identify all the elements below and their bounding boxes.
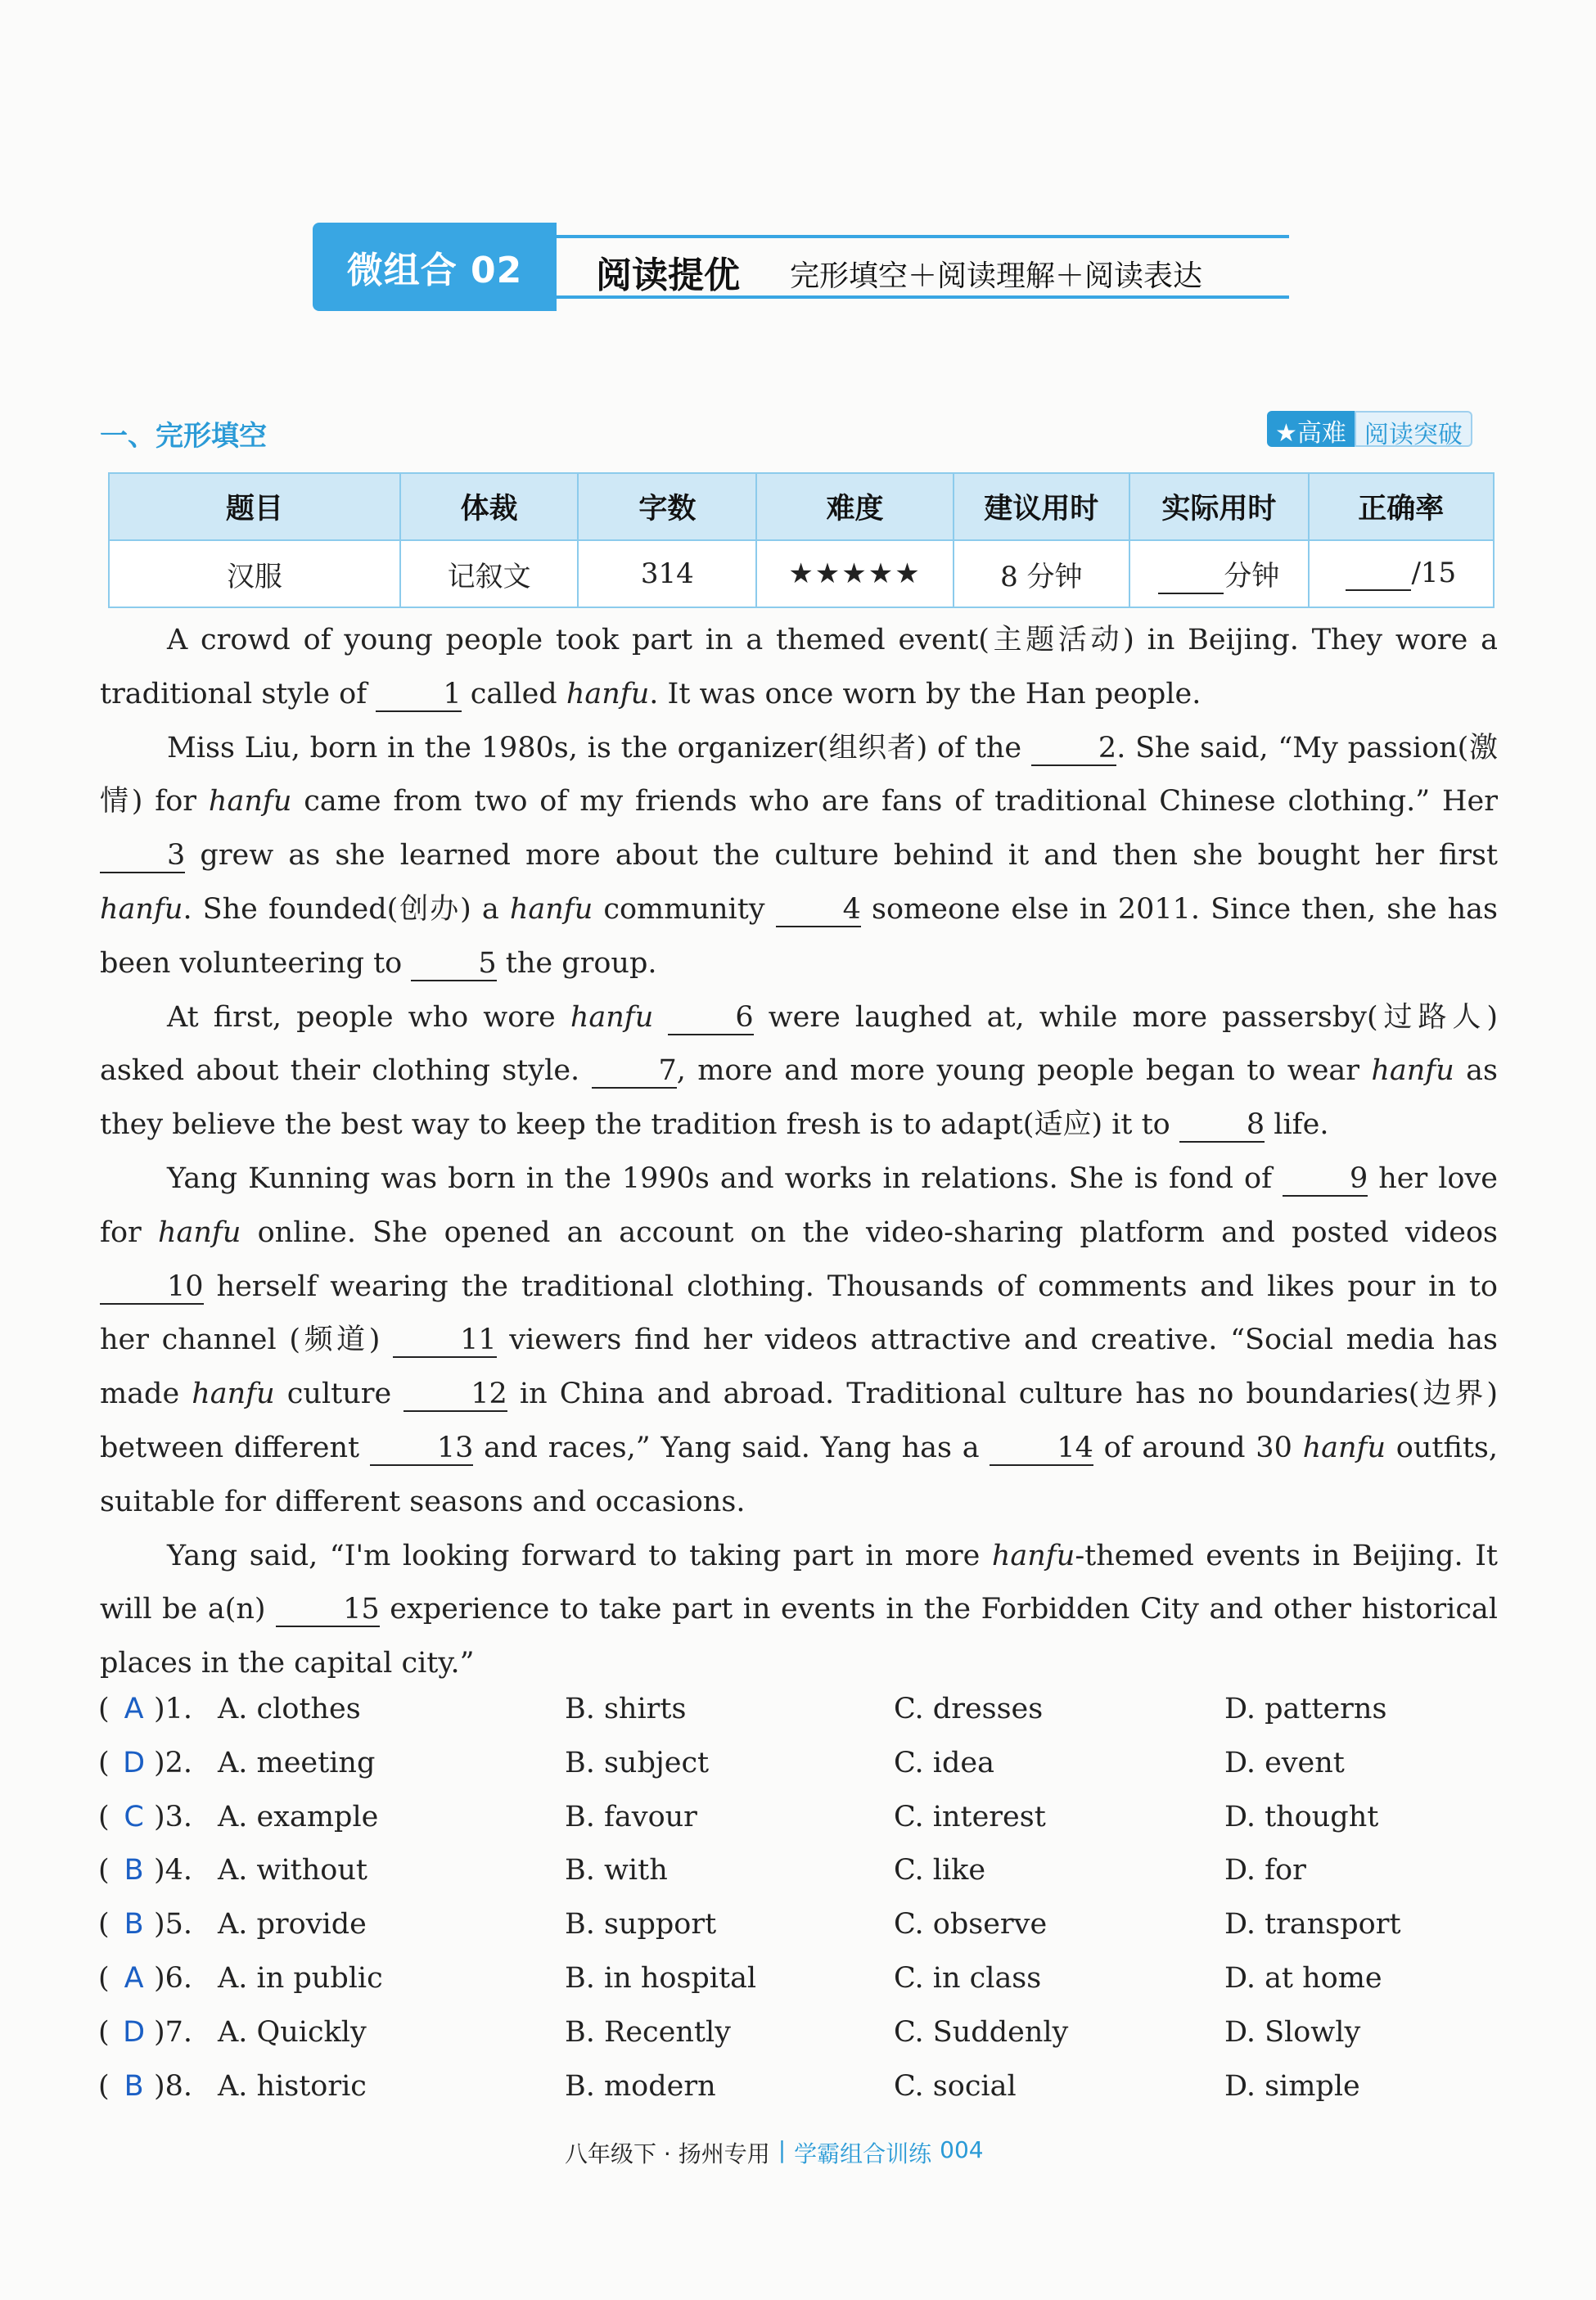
header-title: 阅读提优 [596, 255, 740, 296]
genre-cell: 记叙文 [400, 540, 578, 607]
option-d[interactable]: D. at home [1224, 1962, 1382, 1995]
blank-14[interactable]: 14 [990, 1432, 1093, 1466]
blank-4[interactable]: 4 [776, 893, 861, 927]
question-number: )4. [154, 1854, 193, 1887]
blank-7[interactable]: 7 [592, 1054, 677, 1089]
answer-letter: D [123, 1746, 146, 1779]
option-a[interactable]: A. without [218, 1854, 367, 1887]
blank-9[interactable]: 9 [1283, 1162, 1368, 1197]
answer-bracket[interactable]: ( C [98, 1801, 159, 1833]
paragraph-5: Yang said, “I'm looking forward to taking part in more hanfu-themed events in Beijing. It will be a(n) 15 experience to take part in events in the Forbidden City and other historical places in the capital city.” [100, 1539, 1498, 1680]
option-d[interactable]: D. Slowly [1224, 2015, 1361, 2049]
answer-letter: D [123, 2015, 146, 2049]
option-d[interactable]: D. for [1224, 1854, 1306, 1887]
blank-1[interactable]: 1 [376, 678, 461, 712]
question-number: )6. [154, 1962, 193, 1995]
paragraph-1: A crowd of young people took part in a themed event(主题活动) in Beijing. They wore a traditional style of 1 called hanfu. It was once worn by the Han people. [100, 624, 1498, 710]
answer-bracket[interactable]: ( D [98, 2016, 159, 2049]
difficulty-stars: ★★★★★ [756, 540, 953, 607]
blank-10[interactable]: 10 [100, 1270, 204, 1305]
section-badge: 微组合 02 [313, 223, 557, 311]
question-row [98, 1962, 1506, 2011]
actual-time-cell[interactable] [1129, 540, 1309, 607]
header-rule-top [557, 235, 1289, 238]
option-c[interactable]: C. observe [894, 1908, 1048, 1941]
table-header-row [109, 473, 1494, 540]
blank-5[interactable]: 5 [411, 947, 496, 981]
answer-letter: B [124, 1908, 144, 1941]
answer-bracket[interactable]: ( B [98, 2070, 159, 2103]
table-header-cell: 正确率 [1309, 473, 1494, 540]
question-row [98, 1693, 1506, 1742]
question-row [98, 1801, 1506, 1850]
answer-bracket[interactable]: ( B [98, 1854, 159, 1887]
table-header-cell: 字数 [578, 473, 756, 540]
header-subtitle: 完形填空＋阅读理解＋阅读表达 [790, 259, 1203, 293]
tag-label: 阅读突破 [1355, 411, 1472, 447]
question-number: )1. [154, 1693, 193, 1725]
blank-2[interactable]: 2 [1031, 732, 1116, 766]
page-number: 004 [940, 2136, 984, 2163]
option-c[interactable]: C. dresses [894, 1693, 1044, 1725]
question-number: )2. [154, 1746, 193, 1779]
table-value-row [109, 540, 1494, 607]
blank-15[interactable]: 15 [276, 1593, 380, 1627]
option-a[interactable]: A. example [218, 1800, 379, 1833]
blank-3[interactable]: 3 [100, 839, 185, 873]
option-b[interactable]: B. shirts [565, 1693, 687, 1725]
table-header-cell: 题目 [109, 473, 400, 540]
answer-letter: A [124, 1962, 144, 1995]
answer-bracket[interactable]: ( A [98, 1962, 159, 1995]
question-row [98, 2016, 1506, 2065]
word-count-cell: 314 [578, 540, 756, 607]
topic-cell: 汉服 [109, 540, 400, 607]
option-a[interactable]: A. meeting [218, 1746, 376, 1779]
table-header-cell: 难度 [756, 473, 953, 540]
option-d[interactable]: D. event [1224, 1746, 1345, 1779]
page-footer [565, 2136, 984, 2169]
question-row [98, 1747, 1506, 1796]
option-a[interactable]: A. Quickly [218, 2015, 367, 2049]
table-header-cell: 实际用时 [1129, 473, 1309, 540]
option-a[interactable]: A. historic [218, 2069, 367, 2103]
option-b[interactable]: B. in hospital [565, 1962, 757, 1995]
option-d[interactable]: D. patterns [1224, 1693, 1387, 1725]
answer-letter: C [124, 1800, 144, 1833]
option-b[interactable]: B. modern [565, 2069, 716, 2103]
paragraph-4: Yang Kunning was born in the 1990s and works in relations. She is fond of 9 her love for hanfu online. She opened an account on the video-sharing platform and posted videos 10 herself wearing the traditional clothing. Thousands of comments and likes pour in to her channel (频道) 11 viewers find her videos attractive and creative. “Social media has made hanfu culture 12 in China and abroad. Traditional culture has no boundaries(边界) between different 13 and races,” Yang said. Yang has a 14 of around 30 hanfu outfits, suitable for different seasons and occasions. [100, 1161, 1499, 1518]
question-row [98, 1908, 1506, 1957]
option-a[interactable]: A. provide [218, 1908, 367, 1941]
blank-13[interactable]: 13 [370, 1432, 474, 1466]
actual-time-unit: 分钟 [1224, 560, 1280, 593]
answer-letter: A [124, 1693, 144, 1725]
blank-11[interactable]: 11 [393, 1324, 497, 1358]
answer-bracket[interactable]: ( A [98, 1693, 159, 1725]
option-d[interactable]: D. thought [1224, 1800, 1379, 1833]
option-c[interactable]: C. interest [894, 1800, 1046, 1833]
option-d[interactable]: D. simple [1224, 2069, 1360, 2103]
footer-grade: 八年级下 · 扬州专用 [565, 2140, 770, 2167]
option-b[interactable]: B. support [565, 1908, 717, 1941]
question-number: )3. [154, 1800, 193, 1833]
paragraph-3: At first, people who wore hanfu 6 were laughed at, while more passersby(过路人) asked about their clothing style. 7, more and more young people began to wear hanfu as they believe the best way to keep the tradition fresh is to adapt(适应) it to 8 life. [100, 1000, 1498, 1142]
option-b[interactable]: B. subject [565, 1746, 710, 1779]
option-d[interactable]: D. transport [1224, 1908, 1401, 1941]
accuracy-cell[interactable] [1309, 540, 1494, 607]
option-c[interactable]: C. idea [894, 1746, 994, 1779]
option-a[interactable]: A. clothes [218, 1693, 361, 1725]
answer-bracket[interactable]: ( D [98, 1747, 159, 1779]
section-title: 一、完形填空 [100, 420, 267, 453]
paragraph-2: Miss Liu, born in the 1980s, is the organizer(组织者) of the 2. She said, “My passion(激情) for hanfu came from two of my friends who are fans of traditional Chinese clothing.” Her 3 grew as she learned more about the culture behind it and then she bought her first hanfu. She founded(创办) a hanfu community 4 someone else in 2011. Since then, she has been volunteering to 5 the group. [100, 731, 1498, 980]
cloze-passage [100, 614, 1498, 1691]
accuracy-total: /15 [1411, 557, 1457, 589]
option-b[interactable]: B. with [565, 1854, 668, 1887]
info-table [108, 472, 1495, 608]
option-c[interactable]: C. like [894, 1854, 986, 1887]
table-header-cell: 建议用时 [954, 473, 1129, 540]
footer-brand: 学霸组合训练 [794, 2140, 932, 2167]
suggested-time-cell: 8 分钟 [954, 540, 1129, 607]
option-b[interactable]: B. Recently [565, 2015, 731, 2049]
actual-time-input[interactable] [1158, 560, 1224, 594]
option-c[interactable]: C. in class [894, 1962, 1042, 1995]
answer-letter: B [124, 2069, 144, 2103]
option-a[interactable]: A. in public [218, 1962, 383, 1995]
question-number: )8. [154, 2069, 193, 2103]
blank-12[interactable]: 12 [404, 1378, 507, 1412]
difficulty-tag [1267, 411, 1472, 447]
question-row [98, 2070, 1506, 2119]
option-c[interactable]: C. social [894, 2069, 1017, 2103]
blank-8[interactable]: 8 [1179, 1108, 1265, 1143]
option-c[interactable]: C. Suddenly [894, 2015, 1069, 2049]
footer-separator: | [778, 2136, 787, 2163]
answer-bracket[interactable]: ( B [98, 1908, 159, 1941]
option-b[interactable]: B. favour [565, 1800, 697, 1833]
tag-level: ★高难 [1267, 411, 1355, 447]
blank-6[interactable]: 6 [668, 1001, 753, 1035]
table-header-cell: 体裁 [400, 473, 578, 540]
question-number: )5. [154, 1908, 193, 1941]
answer-letter: B [124, 1854, 144, 1887]
accuracy-input[interactable] [1346, 557, 1411, 591]
question-row [98, 1854, 1506, 1903]
question-number: )7. [154, 2015, 193, 2049]
